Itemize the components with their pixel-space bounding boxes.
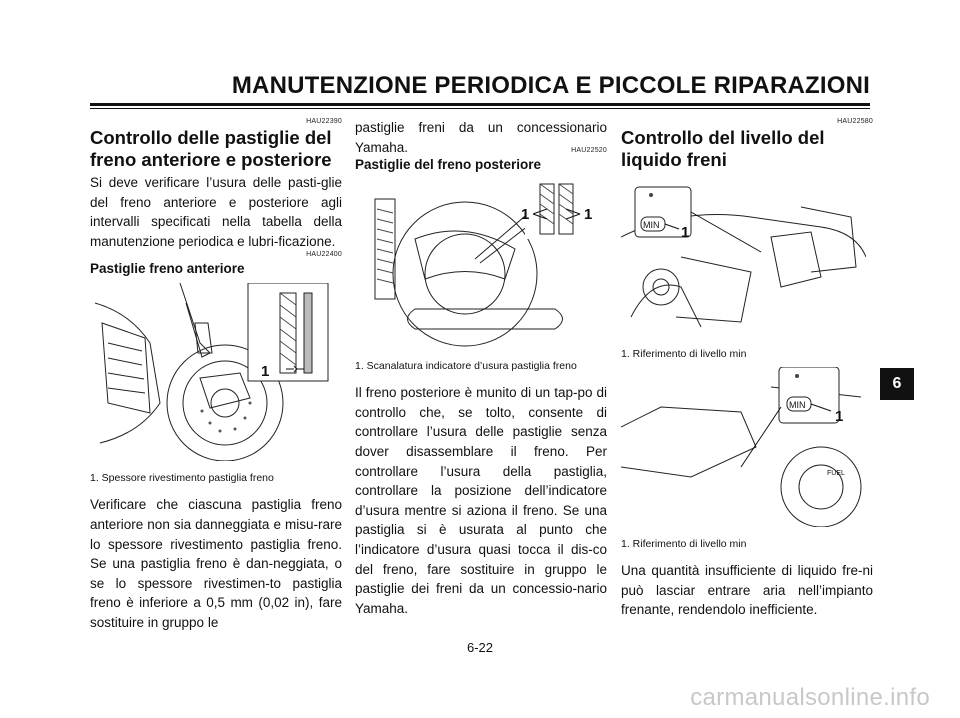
continued-paragraph: pastiglie freni da un concessionario Yamaha.: [355, 120, 607, 155]
subsection-code: HAU22520: [571, 147, 607, 155]
front-figure-caption: 1. Spessore rivestimento pastiglia freno: [90, 472, 274, 485]
page-number: 6-22: [466, 640, 494, 655]
fluid-body-paragraph: Una quantità insufficiente di liquido fre-ni può lasciar entrare aria nell’impianto frenante, rendendolo inefficiente.: [621, 563, 873, 618]
rear-brake-figure: [355, 179, 607, 349]
fluid-fig2-callout: 1: [835, 408, 844, 425]
header-rule-thick: [90, 103, 870, 106]
subsection-title: Pastiglie freno anteriore: [90, 261, 245, 277]
front-fig-callout: 1: [261, 363, 270, 381]
fluid-figure-1-caption: 1. Riferimento di livello min: [621, 348, 747, 360]
subsection-title: Pastiglie del freno posteriore: [355, 157, 542, 173]
column-rear-brake: [355, 118, 607, 618]
rear-brake-illustration: [355, 179, 600, 349]
intro-paragraph: Si deve verificare l’usura delle pasti-glie del freno anteriore e posteriore agli intervalli specificati nella tabella della manutenzione periodica e lubri-ficazione.: [90, 175, 342, 249]
subsection-code: HAU22400: [306, 251, 342, 259]
rear-figure-caption: 1. Scanalatura indicatore d’usura pastiglia freno: [355, 360, 577, 373]
fuel-label: FUEL: [827, 470, 845, 477]
fluid-figure-1: [621, 177, 873, 337]
min-label-1: MIN: [643, 220, 660, 230]
front-body-paragraph: Verificare che ciascuna pastiglia freno anteriore non sia danneggiata e misu-rare lo spessore rivestimento pastiglia freno. Se una pastiglia freno è dan-neggiata, o se lo spessore rivestimen-to pastiglia freno è inferiore a 0,5 mm (0,02 in), fare sostituire in gruppo le: [90, 497, 342, 630]
front-brake-figure: [90, 283, 342, 461]
section-title: Controllo delle pastiglie del freno anteriore e posteriore: [90, 127, 332, 170]
fluid-figure-2-caption: 1. Riferimento di livello min: [621, 538, 747, 550]
rear-reservoir-illustration: [621, 367, 866, 527]
section-code: HAU22390: [306, 118, 342, 125]
header-rule-thin: [90, 108, 870, 109]
rear-fig-callout-right: 1: [584, 206, 593, 224]
fluid-fig1-callout: 1: [681, 224, 690, 241]
min-label-2: MIN: [789, 400, 806, 410]
column-front-brake: [90, 118, 342, 633]
rear-body-paragraph: Il freno posteriore è munito di un tap-po di controllo che, se tolto, consente di controllare l’usura delle pastiglie senza dover disassemblare il freno. Per controllare l’usura della pastiglia, controllare la posizione dell’indicatore d’usura mentre si aziona il freno. Se una pastiglia si è usurata al punto che l’indicatore d’usura quasi tocca il dis-co del freno, fare sostituire in gruppo le pastiglie dei freni da un concessio-nario Yamaha.: [355, 385, 607, 616]
page-header: [90, 72, 870, 112]
page-title: MANUTENZIONE PERIODICA E PICCOLE RIPARAZIONI: [231, 72, 870, 99]
front-reservoir-illustration: [621, 177, 866, 337]
column-brake-fluid: [621, 118, 873, 620]
chapter-tab[interactable]: 6: [880, 368, 914, 400]
section-title: Controllo del livello del liquido freni: [621, 127, 825, 170]
watermark: carmanualsonline.info: [690, 684, 930, 711]
section-code: HAU22580: [837, 118, 873, 125]
rear-fig-callout-left: 1: [521, 206, 530, 224]
front-brake-illustration: [90, 283, 335, 461]
fluid-figure-2: [621, 367, 873, 527]
